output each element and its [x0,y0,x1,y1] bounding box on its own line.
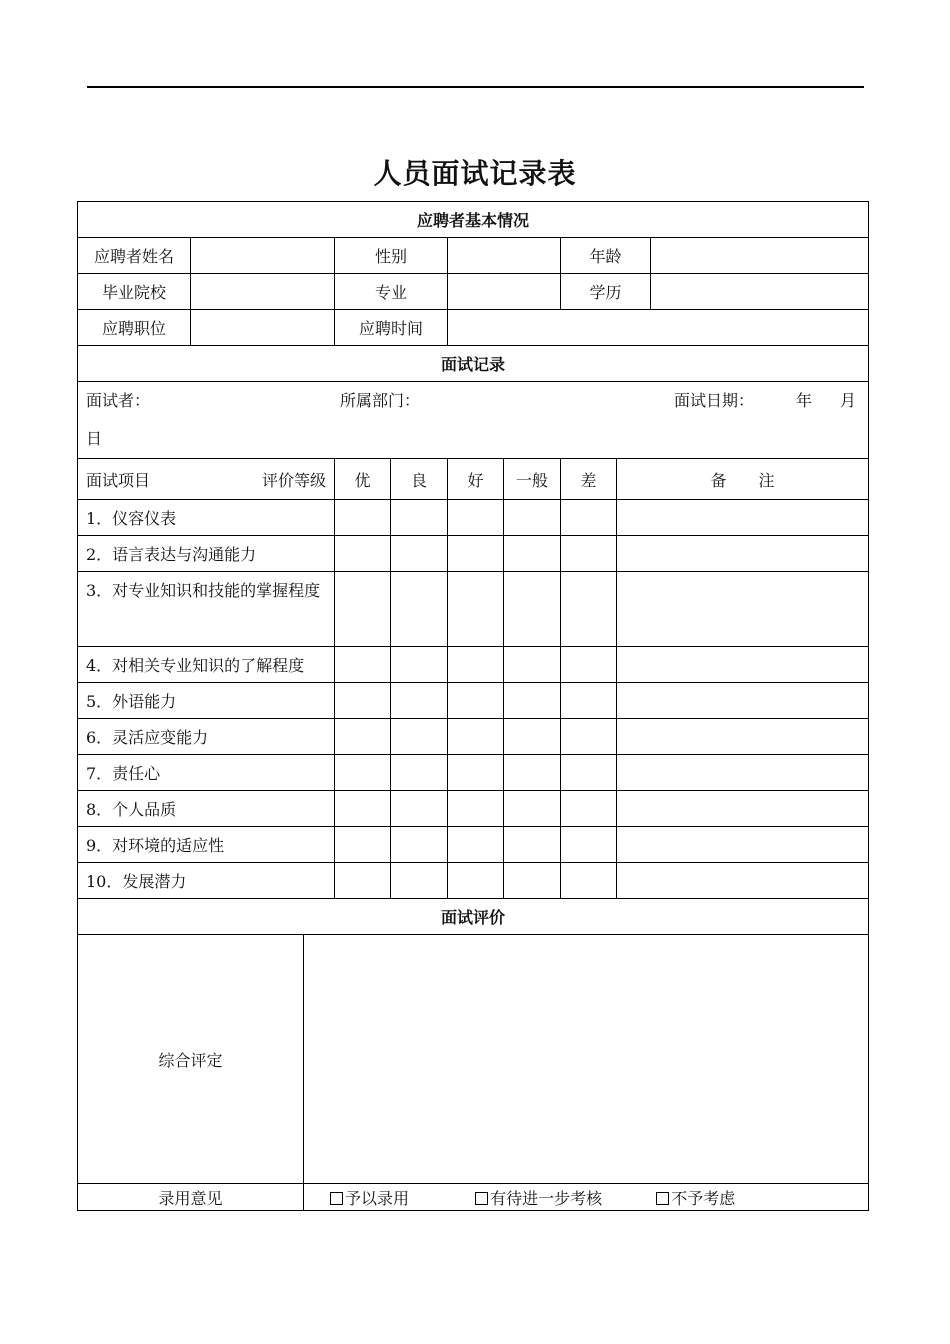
gender-field[interactable] [448,238,561,274]
grade-cell[interactable] [391,536,448,572]
decision-options [304,1184,869,1211]
interview-form [77,201,869,1211]
grade-header: 评价等级 [261,470,326,490]
grade-cell[interactable] [504,536,561,572]
grade-cell[interactable] [561,683,617,719]
day-label: 日 [86,429,103,448]
item-label: 3．对专业知识和技能的掌握程度 [78,572,335,647]
section-heading-interview-record: 面试记录 [78,346,869,382]
table-row [78,755,869,791]
option-further-review[interactable] [475,1186,651,1209]
grade-cell[interactable] [448,647,504,683]
grade-cell[interactable] [335,683,391,719]
item-label: 8．个人品质 [78,791,335,827]
grade-fine: 好 [448,459,504,500]
grade-cell[interactable] [391,500,448,536]
grade-excellent: 优 [335,459,391,500]
grade-cell[interactable] [391,572,448,647]
grade-cell[interactable] [504,863,561,899]
grade-poor: 差 [561,459,617,500]
interview-meta-row [78,382,869,459]
checkbox-icon[interactable] [656,1192,669,1205]
gender-label: 性别 [335,238,448,274]
option-hire[interactable] [330,1186,470,1209]
department-label: 所属部门： [340,391,421,410]
grade-cell[interactable] [561,791,617,827]
grade-cell[interactable] [391,719,448,755]
option-reject[interactable] [656,1186,735,1209]
grade-cell[interactable] [504,719,561,755]
grade-cell[interactable] [504,572,561,647]
grade-cell[interactable] [448,755,504,791]
page-title: 人员面试记录表 [373,157,577,190]
grade-cell[interactable] [448,572,504,647]
month-label: 月 [840,391,857,410]
item-label: 7．责任心 [78,755,335,791]
overall-label: 综合评定 [78,935,304,1184]
year-label: 年 [796,391,813,410]
remark-cell[interactable] [617,827,869,863]
grade-cell[interactable] [504,755,561,791]
table-row [78,719,869,755]
grade-cell[interactable] [391,827,448,863]
remark-header: 备 注 [617,459,869,500]
table-row [78,500,869,536]
grade-cell[interactable] [561,572,617,647]
table-row [78,536,869,572]
grade-cell[interactable] [391,791,448,827]
grade-cell[interactable] [561,500,617,536]
grade-cell[interactable] [335,791,391,827]
remark-cell[interactable] [617,683,869,719]
section-heading-basic-info: 应聘者基本情况 [78,202,869,238]
item-label: 2．语言表达与沟通能力 [78,536,335,572]
position-field[interactable] [191,310,335,346]
interviewer-label: 面试者： [86,391,151,410]
item-label: 6．灵活应变能力 [78,719,335,755]
education-field[interactable] [651,274,869,310]
grade-cell[interactable] [335,755,391,791]
table-row [78,791,869,827]
position-label: 应聘职位 [78,310,191,346]
table-row [78,683,869,719]
item-header: 面试项目 [86,470,151,490]
table-row [78,827,869,863]
grade-average: 一般 [504,459,561,500]
grade-cell[interactable] [391,647,448,683]
option-further-review-label: 有待进一步考核 [490,1188,603,1208]
item-label: 9．对环境的适应性 [78,827,335,863]
grade-cell[interactable] [448,719,504,755]
grade-cell[interactable] [391,683,448,719]
grade-cell[interactable] [448,791,504,827]
grade-cell[interactable] [448,500,504,536]
section-heading-evaluation: 面试评价 [78,899,869,935]
grade-cell[interactable] [335,827,391,863]
grade-cell[interactable] [335,863,391,899]
grade-cell[interactable] [448,683,504,719]
item-label: 5．外语能力 [78,683,335,719]
table-row [78,647,869,683]
grade-cell[interactable] [448,827,504,863]
apply-time-label: 应聘时间 [335,310,448,346]
table-row [78,572,869,647]
grade-cell[interactable] [504,791,561,827]
major-label: 专业 [335,274,448,310]
option-reject-label: 不予考虑 [671,1188,736,1208]
school-label: 毕业院校 [78,274,191,310]
item-grade-header [78,459,335,500]
remark-cell[interactable] [617,863,869,899]
grade-cell[interactable] [561,827,617,863]
checkbox-icon[interactable] [330,1192,343,1205]
grade-cell[interactable] [561,863,617,899]
grade-good: 良 [391,459,448,500]
grade-cell[interactable] [335,536,391,572]
major-field[interactable] [448,274,561,310]
grade-cell[interactable] [561,647,617,683]
grade-cell[interactable] [561,719,617,755]
grade-cell[interactable] [504,683,561,719]
interview-date-label: 面试日期： [674,391,755,410]
grade-cell[interactable] [335,500,391,536]
remark-cell[interactable] [617,755,869,791]
item-label: 1．仪容仪表 [78,500,335,536]
remark-cell[interactable] [617,572,869,647]
grade-cell[interactable] [504,500,561,536]
grade-cell[interactable] [561,755,617,791]
grade-cell[interactable] [504,647,561,683]
name-field[interactable] [191,238,335,274]
decision-label: 录用意见 [78,1184,304,1211]
remark-cell[interactable] [617,647,869,683]
item-label: 4．对相关专业知识的了解程度 [78,647,335,683]
grade-cell[interactable] [448,863,504,899]
checkbox-icon[interactable] [475,1192,488,1205]
item-label: 10．发展潜力 [78,863,335,899]
option-hire-label: 予以录用 [345,1188,410,1208]
apply-time-field[interactable] [448,310,869,346]
age-field[interactable] [651,238,869,274]
grade-cell[interactable] [391,863,448,899]
remark-cell[interactable] [617,791,869,827]
remark-cell[interactable] [617,719,869,755]
grade-cell[interactable] [504,827,561,863]
remark-cell[interactable] [617,500,869,536]
grade-cell[interactable] [335,572,391,647]
grade-cell[interactable] [448,536,504,572]
table-row [78,863,869,899]
education-label: 学历 [561,274,651,310]
overall-field[interactable] [304,935,869,1184]
grade-cell[interactable] [391,755,448,791]
grade-cell[interactable] [561,536,617,572]
remark-cell[interactable] [617,536,869,572]
grade-cell[interactable] [335,719,391,755]
age-label: 年龄 [561,238,651,274]
school-field[interactable] [191,274,335,310]
grade-cell[interactable] [335,647,391,683]
name-label: 应聘者姓名 [78,238,191,274]
header-rule [87,86,864,88]
